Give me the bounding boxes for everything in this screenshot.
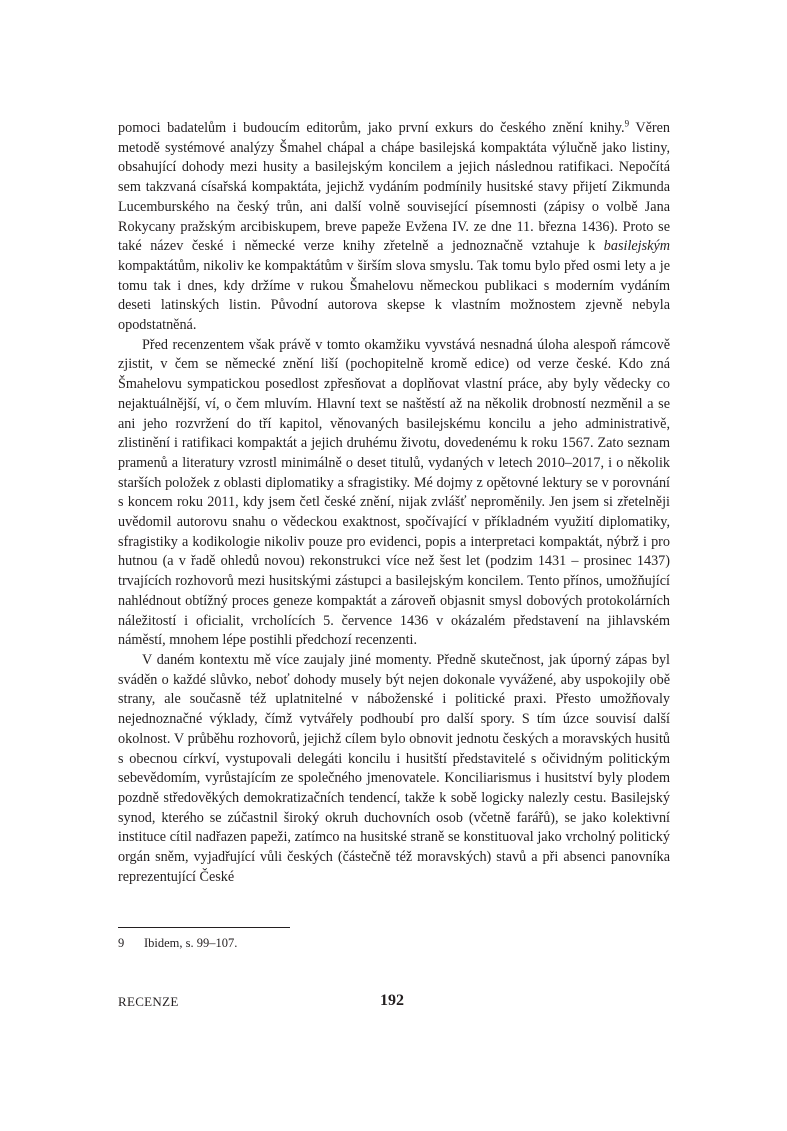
paragraph-1-text-b: Věren metodě systémové analýzy Šmahel chápal a chápe basilejská kompaktáta výlučně jako listiny, obsahující dohody mezi husity a basilejským koncilem a jejich následnou ratifikaci. Nepočítá sem takzvaná císařská kompaktáta, jejichž vydáním podmínily husitské stavy přijetí Zikmunda Lucemburského na český trůn, ani další volně související písemnosti (zápisy o volbě Jana Rokycany pražským arcibiskupem, breve papeže Evžena IV. ze dne 11. března 1436). Proto se také název české i německé verze knihy zřetelně a jednoznačně vztahuje k — [118, 120, 670, 255]
page-number: 192 — [380, 992, 404, 1009]
body-text — [118, 119, 670, 887]
paragraph-1-emphasis: basilejským — [603, 238, 670, 255]
footnote-number: 9 — [118, 936, 125, 950]
footnote — [118, 935, 670, 952]
footnote-text: Ibidem, s. 99–107. — [144, 936, 238, 950]
paragraph-1-text-a: pomoci badatelům i budoucím editorům, jako první exkurs do českého znění knihy. — [118, 120, 625, 136]
paragraph-2: Před recenzentem však právě v tomto okamžiku vyvstává nesnadná úloha alespoň rámcově zjistit, v čem se německé znění liší (pochopitelně kromě edice) od verze české. Kdo zná Šmahelovu sympatickou posedlost zpřesňovat a doplňovat vlastní práce, aby byly vědecky co nejaktuálnější, ví, o čem mluvím. Hlavní text se naštěstí až na několik drobností nezměnil a se ani jeho rozvržení do tří kapitol, věnovaných basilejskému koncilu a jeho administrativě, zlistinění i ratifikaci kompaktát a jejich druhému životu, dovedenému k roku 1567. Zato seznam pramenů a literatury vzrostl minimálně o deset titulů, vydaných v letech 2010–2017, i o několik starších položek z oblasti diplomatiky a sfragistiky. Mé dojmy z opětovné lektury se v porovnání s koncem roku 2011, kdy jsem četl české znění, nijak zvlášť neproměnily. Jen jsem si zřetelněji uvědomil autorovu snahu o vědeckou exaktnost, spočívající v příkladném využití diplomatiky, sfragistiky a kodikologie nikoliv pouze pro evidenci, popis a interpretaci kompaktát, nýbrž i pro hutnou (a v řadě ohledů novou) rekonstrukci více než šest let (podzim 1431 – prosinec 1437) trvajících rozhovorů mezi husitskými zástupci a basilejským koncilem. Tento přínos, umožňující nahlédnout obtížný proces geneze kompaktát a zároveň objasnit smysl dobových protokolárních náležitostí i oficialit, vrcholících 5. července 1436 v okázalém představení na jihlavském náměstí, mnohem lépe postihli předchozí recenzenti. — [118, 336, 670, 649]
footnote-divider — [118, 927, 290, 928]
footnote-reference[interactable]: 9 — [624, 118, 630, 129]
running-footer-section: RECENZE — [118, 994, 179, 1009]
paragraph-1 — [118, 119, 670, 336]
paragraph-1-text-c: kompaktátům, nikoliv ke kompaktátům v širším slova smyslu. Tak tomu bylo před osmi lety a je tomu tak i dnes, kdy držíme v rukou Šmahelovu německou publikaci s moderním vydáním deseti latinských listin. Původní autorova skepse k vlastním možnostem zjevně nebyla opodstatněná. — [118, 257, 670, 334]
paragraph-3: V daném kontextu mě více zaujaly jiné momenty. Předně skutečnost, jak úporný zápas byl sváděn o každé slůvko, neboť dohody musely být nejen dokonale vyvážené, aby uspokojily obě strany, ale současně též uplatnitelné v náboženské i politické praxi. Přesto umožňovaly nejednoznačné výklady, čímž vytvářely podhoubí pro další spory. S tím úzce souvisí další okolnost. V průběhu rozhovorů, jejichž cílem bylo obnovit jednotu českých a moravských husitů s obecnou církví, vystupovali delegáti koncilu i husitští představitelé s očividným politickým sebevědomím, vyrůstajícím ze společného jmenovatele. Konciliarismus i husitství byly plodem pozdně středověkých demokratizačních tendencí, takže k sobě logicky nalezly cestu. Basilejský synod, kterého se zúčastnil široký okruh duchovních osob (včetně farářů), se jako kolektivní instituce cítil nadřazen papeži, zatímco na husitské straně se konstituoval jako vrcholný politický orgán sněm, vyjadřující vůli českých (částečně též moravských) stavů a při absenci panovníka reprezentující České — [118, 651, 670, 885]
